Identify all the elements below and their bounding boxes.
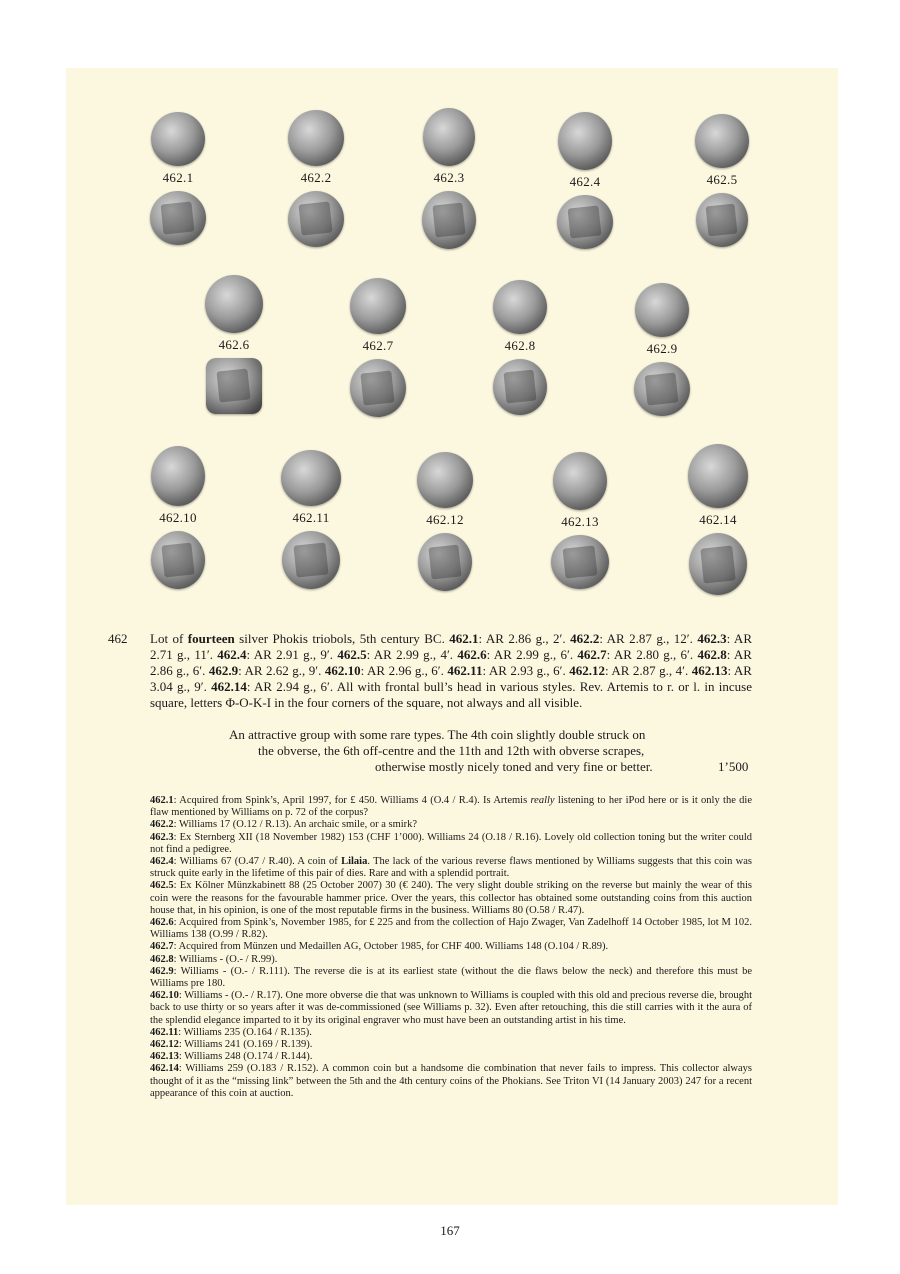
coin-obverse bbox=[423, 108, 475, 166]
coin-spec: : AR 2.87 g., 12′. bbox=[599, 631, 698, 646]
coin-spec: : AR 2.62 g., 9′. bbox=[238, 663, 325, 678]
note bbox=[150, 819, 752, 831]
note bbox=[150, 941, 752, 953]
note-text: : Williams - (O.- / R.111). The reverse die is at its earliest state (without the die flaws below the neck) and therefore this must be Williams pre 180. bbox=[150, 965, 752, 990]
note-text: : Williams 248 (O.174 / R.144). bbox=[178, 1051, 313, 1063]
coin-label: 462.3 bbox=[433, 170, 465, 185]
coin-ref: 462.12 bbox=[569, 663, 605, 678]
coin-462-13 bbox=[540, 452, 620, 589]
coin-label: 462.1 bbox=[162, 170, 194, 185]
coin-obverse bbox=[151, 446, 205, 506]
coin-label: 462.4 bbox=[569, 174, 601, 189]
coin-label: 462.6 bbox=[218, 337, 250, 352]
note-italic: really bbox=[530, 795, 555, 806]
coin-label: 462.5 bbox=[706, 172, 738, 187]
lot-number: 462 bbox=[108, 631, 128, 646]
coin-reverse bbox=[150, 191, 206, 245]
coin-ref: 462.10 bbox=[324, 663, 361, 678]
coin-label: 462.12 bbox=[426, 512, 464, 527]
coin-spec: : AR 2.99 g., 6′. bbox=[486, 647, 578, 662]
condition-line-2: the obverse, the 6th off-centre and the 11th and 12th with obverse scrapes, bbox=[258, 743, 645, 758]
note-text: : Williams 241 (O.169 / R.139). bbox=[178, 1039, 313, 1051]
desc-end: All with frontal bull’s head in various styles. Rev. Artemis to r. or l. in incuse square, letters Φ-O-K-I in the four corners of the square, not always and all visible. bbox=[150, 679, 752, 710]
coin-reverse bbox=[350, 359, 406, 417]
note bbox=[150, 1063, 752, 1100]
note bbox=[150, 1039, 752, 1051]
coin-reverse bbox=[634, 362, 690, 416]
coin-spec: : AR 2.91 g., 9′. bbox=[246, 647, 338, 662]
coin-ref: 462.13 bbox=[691, 663, 728, 678]
coin-462-8 bbox=[480, 280, 560, 415]
note-text: : Acquired from Münzen und Medaillen AG, October 1985, for CHF 400. Williams 148 (O.104 / R.89). bbox=[173, 941, 609, 953]
coin-spec: : AR 2.96 g., 6′. bbox=[360, 663, 448, 678]
coin-spec: : AR 2.86 g., 6′. bbox=[150, 647, 752, 678]
note-ref: 462.10 bbox=[150, 990, 179, 1002]
coin-spec: : AR 2.86 g., 2′. bbox=[478, 631, 571, 646]
coin-label: 462.13 bbox=[561, 514, 599, 529]
coin-reverse bbox=[557, 195, 613, 249]
coin-label: 462.11 bbox=[292, 510, 330, 525]
coin-reverse bbox=[151, 531, 205, 589]
coin-reverse bbox=[551, 535, 609, 589]
note bbox=[150, 917, 752, 941]
lot-description bbox=[150, 631, 752, 711]
provenance-notes bbox=[150, 795, 752, 1100]
coin-obverse bbox=[688, 444, 748, 508]
coin-ref: 462.14 bbox=[211, 679, 247, 694]
note-ref: 462.14 bbox=[150, 1063, 179, 1075]
coin-462-6 bbox=[194, 275, 274, 414]
coin-462-5 bbox=[682, 114, 762, 247]
coin-ref: 462.9 bbox=[208, 663, 239, 678]
coin-ref: 462.4 bbox=[217, 647, 247, 662]
note-text: : Acquired from Spink’s, November 1985, for £ 225 and from the collection of Hajo Zwager, Van Zadelhoff 14 October 1985, lot M 102. Williams 138 (O.99 / R.82). bbox=[150, 917, 752, 941]
coin-ref: 462.8 bbox=[697, 647, 727, 662]
note-ref: 462.5 bbox=[150, 880, 174, 892]
coin-462-1 bbox=[138, 112, 218, 245]
page-number: 167 bbox=[440, 1223, 460, 1238]
note-ref: 462.9 bbox=[150, 965, 174, 977]
coin-obverse bbox=[493, 280, 547, 334]
coin-ref: 462.11 bbox=[447, 663, 483, 678]
note-text: : Acquired from Spink’s, April 1997, for £ 450. Williams 4 (O.4 / R.4). Is Artemis bbox=[173, 795, 531, 806]
note bbox=[150, 880, 752, 917]
note-text: : Ex Kölner Münzkabinett 88 (25 October 2007) 30 (€ 240). The very slight double striking on the reverse but mainly the wear of this coin were the reasons for the favourable hammer price. Over the years, this collector has obtained some outstanding coins from this auction house that, in his opinion, is one of the most reputable firms in the business. Williams 80 (O.58 / R.47). bbox=[150, 880, 752, 916]
note-text: listening to her iPod here or is it only the die flaw mentioned by Williams on p. 72 of the corpus? bbox=[150, 795, 752, 819]
coin-spec: : AR 2.99 g., 4′. bbox=[366, 647, 458, 662]
note-ref: 462.8 bbox=[150, 953, 174, 965]
note-bold: Lilaia bbox=[341, 856, 368, 868]
coin-label: 462.9 bbox=[646, 341, 678, 356]
desc-after-count: silver Phokis triobols, 5th century BC. bbox=[234, 631, 450, 646]
coin-label: 462.14 bbox=[699, 512, 737, 527]
coin-462-10 bbox=[138, 446, 218, 589]
coin-obverse bbox=[288, 110, 344, 166]
coin-462-4 bbox=[545, 112, 625, 249]
coin-ref: 462.6 bbox=[457, 647, 487, 662]
coin-obverse bbox=[558, 112, 612, 170]
coin-spec: : AR 2.94 g., 6′. bbox=[246, 679, 337, 694]
coin-462-2 bbox=[276, 110, 356, 247]
coin-reverse bbox=[689, 533, 747, 595]
coin-reverse bbox=[288, 191, 344, 247]
coin-label: 462.7 bbox=[362, 338, 394, 353]
note-text: . The lack of the various reverse flaws mentioned by Williams suggests that this coin was struck quite early in the lifetime of this pair of dies. Rare and with a splendid portrait. bbox=[150, 856, 752, 880]
coin-reverse bbox=[696, 193, 748, 247]
note bbox=[150, 795, 752, 819]
note-ref: 462.4 bbox=[150, 856, 174, 868]
note-ref: 462.2 bbox=[150, 819, 174, 831]
note-text: : Williams - (O.- / R.99). bbox=[173, 953, 278, 965]
estimate-price: 1’500 bbox=[718, 759, 749, 774]
coin-462-11 bbox=[271, 450, 351, 589]
coin-spec: : AR 2.80 g., 6′. bbox=[606, 647, 698, 662]
note bbox=[150, 1027, 752, 1039]
note-text: : Williams 259 (O.183 / R.152). A common coin but a handsome die combination that never fails to impress. This collector always thought of it as the “missing link” between the 5th and the 4th century coins of the Phokians. See Triton VI (14 January 2003) 247 for a recent appearance of this coin at auction. bbox=[150, 1063, 752, 1099]
note-ref: 462.7 bbox=[150, 941, 174, 953]
coin-label: 462.2 bbox=[300, 170, 332, 185]
note-text: : Williams - (O.- / R.17). One more obverse die that was unknown to Williams is coupled with this old and precious reverse die, brought back to use thirty or so years after it was de-commissioned (see Williams p. 32). Even after retouching, this die still carries with it the aura of the splendid elegance imparted to it by its original engraver who must have been an outstanding artist in his time. bbox=[150, 990, 752, 1026]
desc-count: fourteen bbox=[187, 631, 235, 646]
coin-ref: 462.1 bbox=[449, 631, 479, 646]
coin-reverse bbox=[493, 359, 547, 415]
note bbox=[150, 966, 752, 990]
note-ref: 462.11 bbox=[150, 1026, 179, 1038]
coin-reverse bbox=[418, 533, 472, 591]
coin-spec: : AR 3.04 g., 9′. bbox=[150, 663, 752, 694]
note bbox=[150, 954, 752, 966]
coin-obverse bbox=[205, 275, 263, 333]
coin-ref: 462.7 bbox=[577, 647, 607, 662]
note-ref: 462.3 bbox=[150, 831, 174, 843]
note bbox=[150, 1051, 752, 1063]
coin-ref: 462.5 bbox=[337, 647, 367, 662]
coin-ref: 462.3 bbox=[697, 631, 727, 646]
note-ref: 462.1 bbox=[150, 795, 174, 806]
coin-label: 462.8 bbox=[504, 338, 536, 353]
note-ref: 462.13 bbox=[150, 1051, 179, 1063]
coin-462-7 bbox=[338, 278, 418, 417]
note-text: : Williams 67 (O.47 / R.40). A coin of bbox=[173, 856, 342, 868]
note-ref: 462.6 bbox=[150, 917, 174, 929]
coin-reverse bbox=[206, 358, 262, 414]
coin-obverse bbox=[553, 452, 607, 510]
note bbox=[150, 856, 752, 880]
note-ref: 462.12 bbox=[150, 1039, 179, 1051]
coin-462-3 bbox=[409, 108, 489, 249]
coin-spec: : AR 2.87 g., 4′. bbox=[604, 663, 692, 678]
coin-462-12 bbox=[405, 452, 485, 591]
coin-obverse bbox=[695, 114, 749, 168]
note bbox=[150, 990, 752, 1027]
coin-obverse bbox=[350, 278, 406, 334]
coin-spec: : AR 2.71 g., 11′. bbox=[150, 631, 752, 662]
desc-intro: Lot of bbox=[150, 631, 188, 646]
coin-obverse bbox=[281, 450, 341, 506]
coin-obverse bbox=[635, 283, 689, 337]
coin-obverse bbox=[417, 452, 473, 508]
coin-obverse bbox=[151, 112, 205, 166]
coin-462-9 bbox=[622, 283, 702, 416]
note bbox=[150, 832, 752, 856]
coin-spec: : AR 2.93 g., 6′. bbox=[482, 663, 570, 678]
coin-label: 462.10 bbox=[159, 510, 197, 525]
coin-reverse bbox=[422, 191, 476, 249]
coin-reverse bbox=[282, 531, 340, 589]
coin-ref: 462.2 bbox=[570, 631, 600, 646]
note-text: : Williams 17 (O.12 / R.13). An archaic smile, or a smirk? bbox=[173, 819, 418, 831]
condition-line-1: An attractive group with some rare types. The 4th coin slightly double struck on bbox=[229, 727, 646, 742]
note-text: : Williams 235 (O.164 / R.135). bbox=[178, 1026, 312, 1038]
coin-462-14 bbox=[678, 444, 758, 595]
condition-line-3: otherwise mostly nicely toned and very fine or better. bbox=[375, 759, 653, 774]
note-text: : Ex Sternberg XII (18 November 1982) 153 (CHF 1’000). Williams 24 (O.18 / R.16). Lovely old collection toning but the writer could not find a pedigree. bbox=[150, 831, 752, 855]
